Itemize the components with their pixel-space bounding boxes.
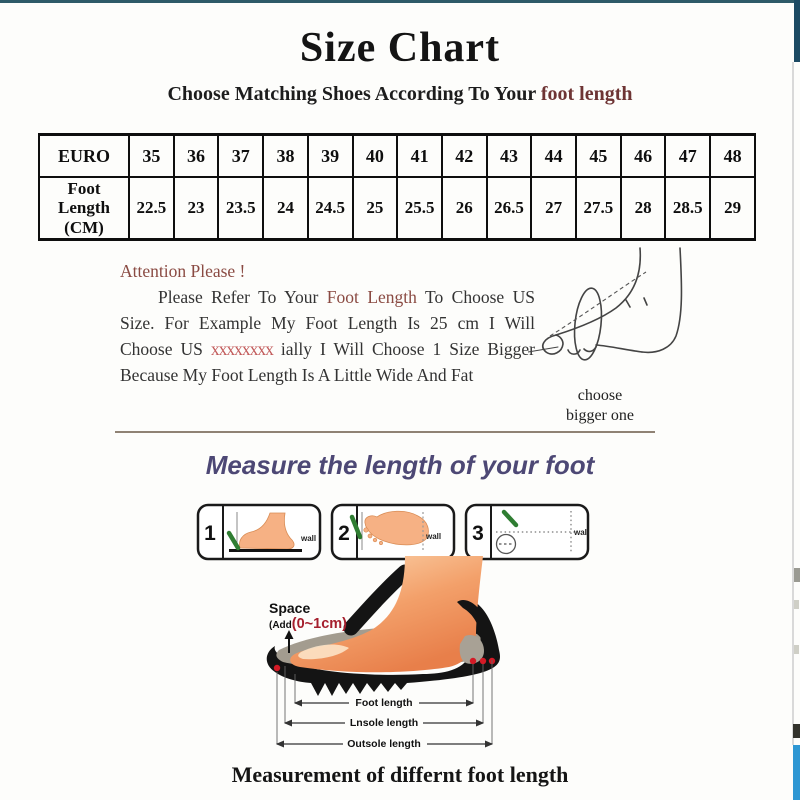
measurement-rows (277, 695, 492, 750)
heel-point-dot (480, 658, 486, 664)
foot-length-cell: 23.5 (218, 177, 263, 240)
euro-size-cell: 43 (487, 135, 532, 178)
step-number: 3 (472, 522, 484, 545)
size-table (38, 133, 756, 241)
edge-artifact (794, 568, 800, 582)
page-title: Size Chart (299, 25, 501, 71)
attention-redacted-text: xxxxxxxx (210, 339, 273, 359)
top-border (0, 0, 800, 3)
foot-length-row (39, 177, 755, 240)
foot-length-cell: 26 (442, 177, 487, 240)
euro-size-cell: 48 (710, 135, 755, 178)
foot-length-cell: 27.5 (576, 177, 621, 240)
euro-size-cell: 38 (263, 135, 308, 178)
attention-highlight: Foot Length (326, 287, 417, 307)
measure-heading: Measure the length of your foot (205, 450, 595, 480)
attention-text: To Choose US Size. For Example My Foot Length Is 25 cm I Will Choose US (120, 287, 535, 359)
right-edge-line (792, 62, 794, 745)
foot-length-cell: 24.5 (308, 177, 353, 240)
foot-length-cell: 25.5 (397, 177, 442, 240)
euro-size-cell: 39 (308, 135, 353, 178)
subtitle-text: Choose Matching Shoes According To Your (167, 83, 541, 105)
note-line: bigger one (566, 407, 634, 424)
attention-text: ially I Will Choose 1 Size Bigger Because My Foot Length Is A Little Wide And Fat (120, 339, 536, 385)
foot-length-label: Foot length (355, 697, 413, 709)
toe-point-dot (274, 665, 280, 671)
wall-label: wall (574, 528, 590, 537)
wall-label: wall (301, 534, 317, 543)
euro-size-cell: 40 (353, 135, 398, 178)
foot-length-cell: 22.5 (129, 177, 174, 240)
attention-body (120, 284, 535, 388)
foot-length-cell: 28 (621, 177, 666, 240)
foot-length-cell: 27 (531, 177, 576, 240)
ankle-sketch-lines (528, 248, 681, 361)
step-number: 1 (204, 522, 216, 545)
instep-dashed-line (550, 272, 646, 336)
euro-size-cell: 47 (665, 135, 710, 178)
attention-text: Please Refer To Your (158, 287, 327, 307)
foot-ankle-sketch (528, 246, 728, 396)
attention-note (120, 258, 535, 388)
foot-header-line: Length (58, 198, 110, 218)
foot-length-cell: 28.5 (665, 177, 710, 240)
edge-artifact (794, 600, 799, 609)
bottom-caption: Measurement of differnt foot length (231, 762, 569, 787)
step-panel-2 (330, 503, 456, 561)
foot-header-line: Foot (67, 178, 101, 198)
foot-length-row-header (39, 177, 129, 240)
euro-size-cell: 36 (174, 135, 219, 178)
foot-length-cell: 26.5 (487, 177, 532, 240)
insole-length-label: Lnsole length (349, 717, 419, 729)
wall-label: wall (426, 532, 442, 541)
heel-point-dot (470, 658, 476, 664)
space-add-label: (Add(0~1cm) (269, 616, 347, 632)
attention-heading: Attention Please ! (120, 261, 246, 281)
euro-row-header: EURO (39, 135, 129, 178)
euro-size-cell: 41 (397, 135, 442, 178)
space-label: Space (269, 600, 311, 616)
foot-length-cell: 29 (710, 177, 755, 240)
euro-size-cell: 44 (531, 135, 576, 178)
step-panel-3 (464, 503, 590, 561)
foot-length-cell: 23 (174, 177, 219, 240)
section-divider (115, 431, 655, 433)
foot-length-cell: 24 (263, 177, 308, 240)
euro-size-cell: 42 (442, 135, 487, 178)
step-panel-1 (196, 503, 322, 561)
euro-size-cell: 37 (218, 135, 263, 178)
edge-artifact (794, 645, 799, 654)
choose-bigger-note (545, 386, 655, 426)
subtitle (0, 83, 800, 106)
foot-length-cell: 25 (353, 177, 398, 240)
euro-size-cell: 45 (576, 135, 621, 178)
outsole-length-label: Outsole length (347, 738, 421, 750)
subtitle-highlight: foot length (540, 83, 633, 105)
step-number: 2 (338, 522, 350, 545)
measure-steps (196, 503, 590, 561)
euro-size-cell: 46 (621, 135, 666, 178)
euro-size-cell: 35 (129, 135, 174, 178)
foot-header-line: (CM) (64, 217, 104, 237)
note-line: choose (577, 387, 623, 404)
euro-row (39, 135, 755, 178)
shoe-measurement-diagram (253, 556, 597, 766)
edge-artifact (793, 724, 800, 738)
